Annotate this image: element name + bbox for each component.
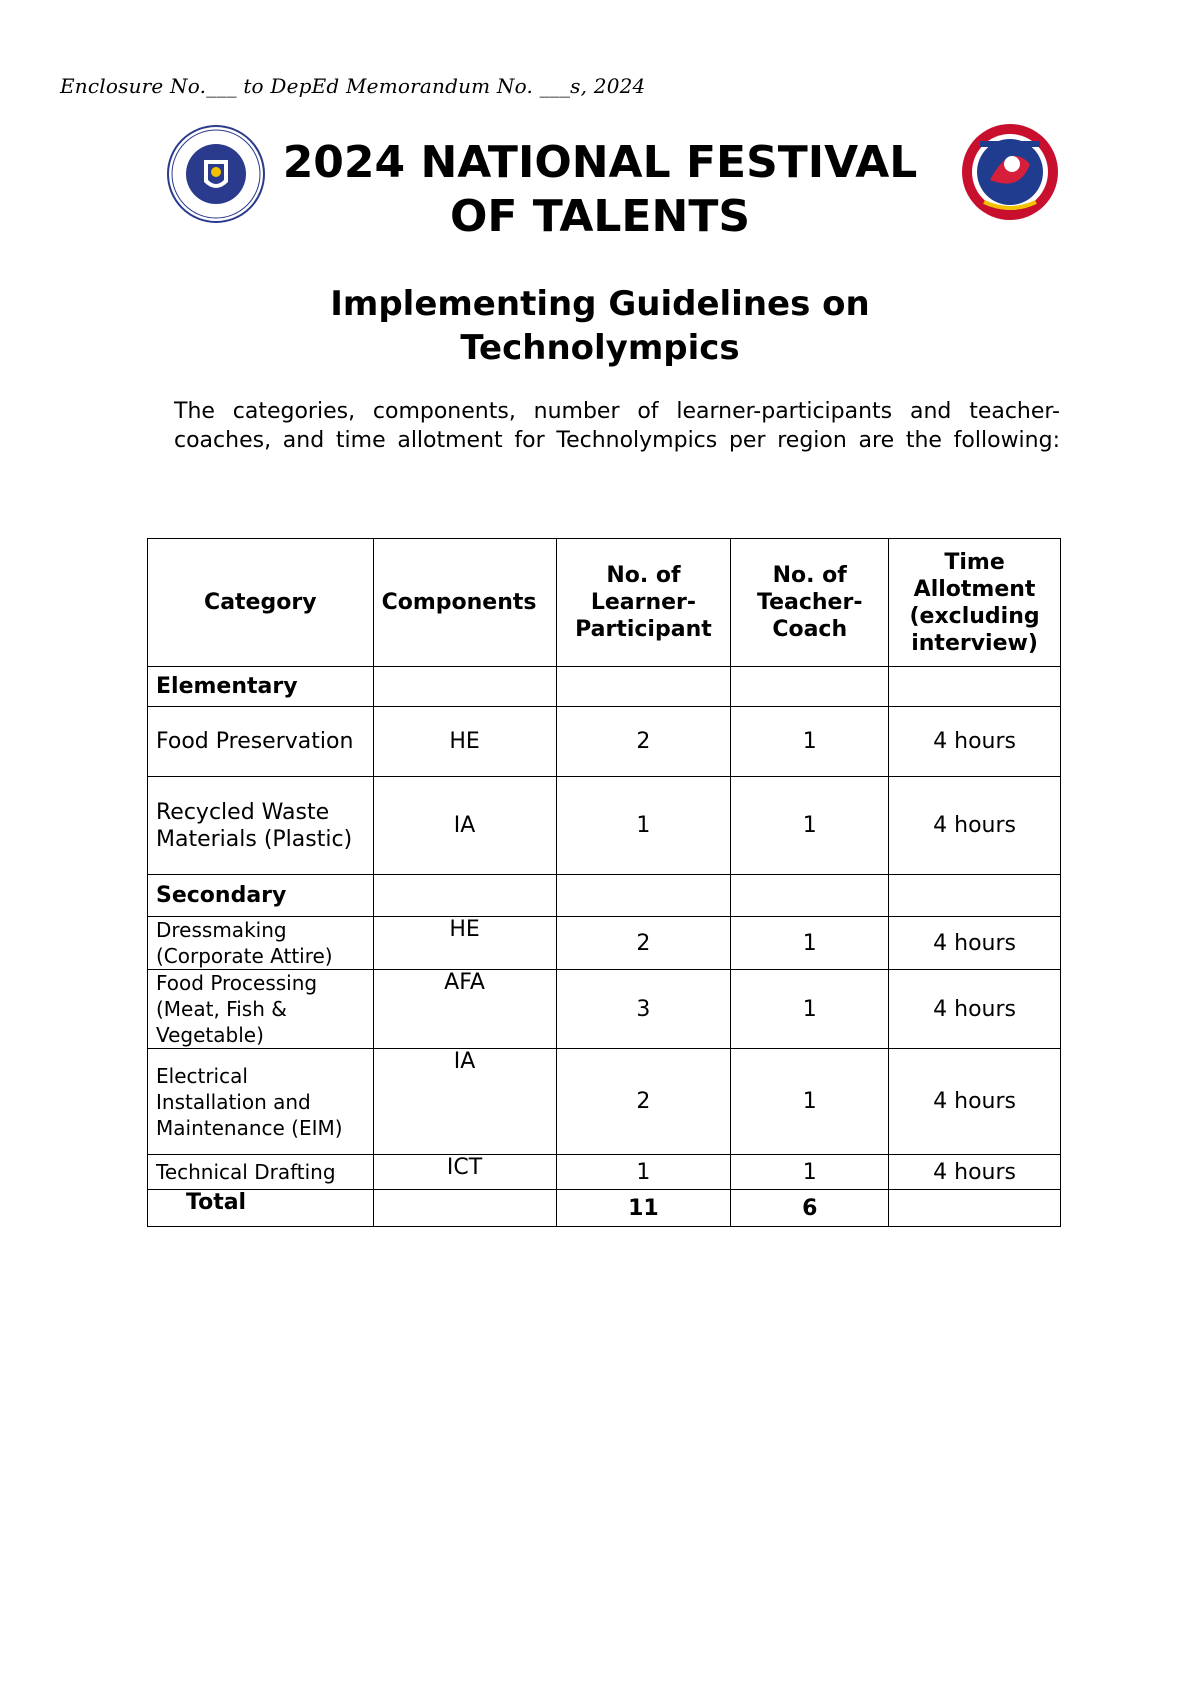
header-components: Components (373, 539, 556, 667)
section-row-secondary (148, 875, 1061, 917)
total-coaches: 6 (731, 1190, 889, 1227)
row-coaches: 1 (731, 1049, 889, 1155)
row-component: AFA (373, 970, 556, 1049)
row-learners: 2 (556, 917, 731, 970)
row-coaches: 1 (731, 917, 889, 970)
festival-of-talents-logo-icon (960, 122, 1060, 222)
row-component: ICT (373, 1155, 556, 1190)
row-component: IA (373, 1049, 556, 1155)
section-label-elementary: Elementary (148, 667, 374, 707)
row-time: 4 hours (889, 1049, 1061, 1155)
header-coaches: No. of Teacher-Coach (731, 539, 889, 667)
row-time: 4 hours (889, 707, 1061, 777)
row-learners: 1 (556, 1155, 731, 1190)
row-coaches: 1 (731, 1155, 889, 1190)
technolympics-table (147, 538, 1061, 1227)
table-header-row (148, 539, 1061, 667)
row-category: Recycled Waste Materials (Plastic) (148, 777, 374, 875)
row-coaches: 1 (731, 777, 889, 875)
section-label-secondary: Secondary (148, 875, 374, 917)
subtitle (200, 282, 1000, 370)
row-component: IA (373, 777, 556, 875)
row-category: Food Preservation (148, 707, 374, 777)
table-row (148, 917, 1061, 970)
row-learners: 2 (556, 707, 731, 777)
row-component: HE (373, 917, 556, 970)
enclosure-note: Enclosure No.___ to DepEd Memorandum No. ___s, 2024 (60, 74, 646, 98)
row-category: Food Processing (Meat, Fish & Vegetable) (148, 970, 374, 1049)
intro-paragraph: The categories, components, number of learner-participants and teacher-coaches, and time allotment for Technolympics per region are the following: (174, 399, 1060, 453)
header-time: Time Allotment (excluding interview) (889, 539, 1061, 667)
row-learners: 2 (556, 1049, 731, 1155)
row-time: 4 hours (889, 970, 1061, 1049)
total-learners: 11 (556, 1190, 731, 1227)
subtitle-line-1: Implementing Guidelines on (330, 284, 870, 324)
row-time: 4 hours (889, 777, 1061, 875)
main-title (250, 136, 950, 244)
row-category: Electrical Installation and Maintenance (EIM) (148, 1049, 374, 1155)
table-row (148, 707, 1061, 777)
total-row (148, 1190, 1061, 1227)
row-coaches: 1 (731, 707, 889, 777)
main-title-line-1: 2024 NATIONAL FESTIVAL (282, 137, 918, 188)
subtitle-line-2: Technolympics (460, 328, 740, 368)
header-category: Category (148, 539, 374, 667)
row-category: Dressmaking (Corporate Attire) (148, 917, 374, 970)
row-learners: 3 (556, 970, 731, 1049)
row-learners: 1 (556, 777, 731, 875)
row-coaches: 1 (731, 970, 889, 1049)
row-category: Technical Drafting (148, 1155, 374, 1190)
section-row-elementary (148, 667, 1061, 707)
total-label: Total (148, 1190, 374, 1227)
table-row (148, 1049, 1061, 1155)
table-row (148, 970, 1061, 1049)
table-row (148, 1155, 1061, 1190)
row-component: HE (373, 707, 556, 777)
row-time: 4 hours (889, 917, 1061, 970)
header-learners: No. of Learner-Participant (556, 539, 731, 667)
table-row (148, 777, 1061, 875)
main-title-line-2: OF TALENTS (449, 191, 751, 242)
row-time: 4 hours (889, 1155, 1061, 1190)
